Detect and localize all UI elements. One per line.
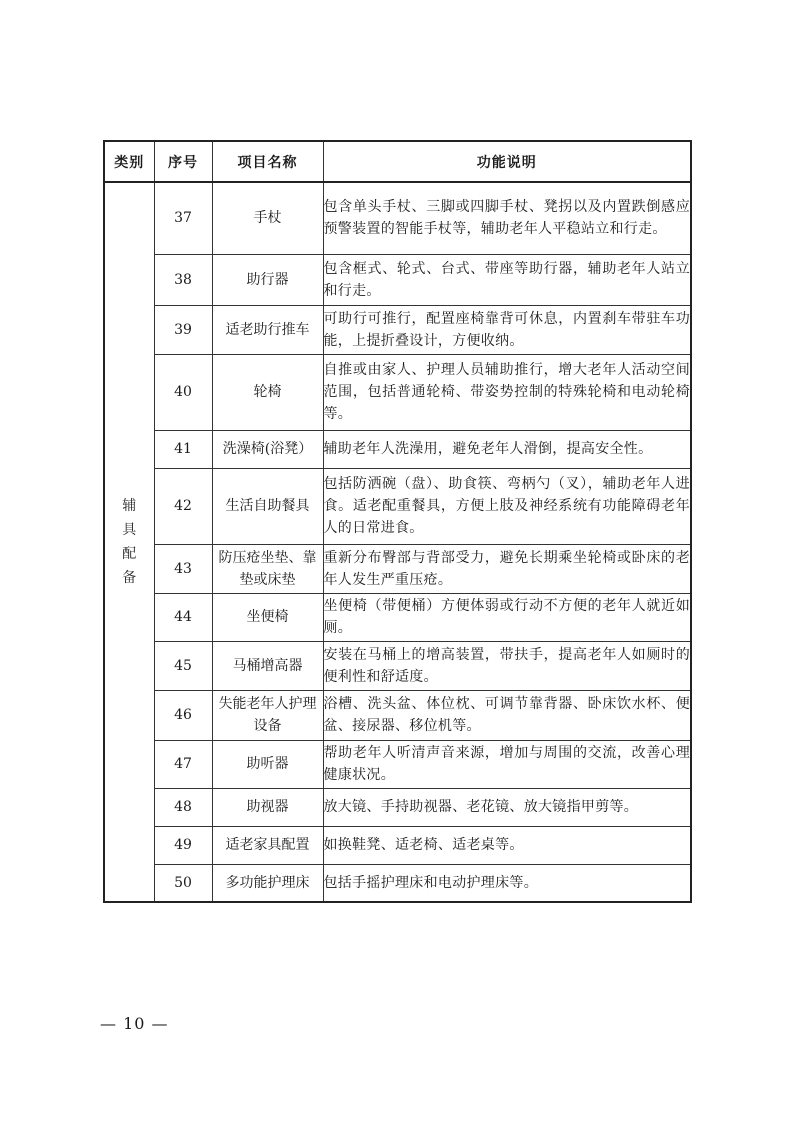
row-number: 43 bbox=[154, 544, 212, 593]
row-description: 浴槽、洗头盆、体位枕、可调节靠背器、卧床饮水杯、便盆、接尿器、移位机等。 bbox=[323, 690, 691, 740]
table-header-row bbox=[104, 141, 691, 182]
row-description: 重新分布臀部与背部受力，避免长期乘坐轮椅或卧床的老年人发生严重压疮。 bbox=[323, 544, 691, 593]
row-item-name: 失能老年人护理设备 bbox=[212, 690, 323, 740]
row-description: 可助行可推行，配置座椅靠背可休息，内置刹车带驻车功能，上提折叠设计，方便收纳。 bbox=[323, 305, 691, 354]
table-row bbox=[104, 788, 691, 826]
row-description: 辅助老年人洗澡用，避免老年人滑倒，提高安全性。 bbox=[323, 430, 691, 468]
category-char: 备 bbox=[122, 570, 137, 586]
table-row bbox=[104, 354, 691, 430]
page-number: — 10 — bbox=[100, 1014, 169, 1033]
table-row bbox=[104, 593, 691, 641]
row-number: 49 bbox=[154, 826, 212, 864]
row-number: 40 bbox=[154, 354, 212, 430]
row-number: 37 bbox=[154, 182, 212, 254]
row-item-name: 适老家具配置 bbox=[212, 826, 323, 864]
table-row bbox=[104, 864, 691, 902]
row-item-name: 手杖 bbox=[212, 182, 323, 254]
row-number: 45 bbox=[154, 641, 212, 690]
row-item-name: 助行器 bbox=[212, 254, 323, 305]
row-item-name: 多功能护理床 bbox=[212, 864, 323, 902]
row-item-name: 轮椅 bbox=[212, 354, 323, 430]
header-number: 序号 bbox=[154, 141, 212, 182]
table-row bbox=[104, 430, 691, 468]
row-number: 42 bbox=[154, 468, 212, 544]
table-row bbox=[104, 641, 691, 690]
row-item-name: 洗澡椅(浴凳） bbox=[212, 430, 323, 468]
row-description: 包含框式、轮式、台式、带座等助行器，辅助老年人站立和行走。 bbox=[323, 254, 691, 305]
row-description: 包含单头手杖、三脚或四脚手杖、凳拐以及内置跌倒感应预警装置的智能手杖等，辅助老年人平稳站立和行走。 bbox=[323, 182, 691, 254]
table-row bbox=[104, 182, 691, 254]
row-number: 38 bbox=[154, 254, 212, 305]
category-cell bbox=[104, 182, 154, 902]
row-description: 如换鞋凳、适老椅、适老桌等。 bbox=[323, 826, 691, 864]
row-number: 39 bbox=[154, 305, 212, 354]
row-item-name: 助视器 bbox=[212, 788, 323, 826]
table-row bbox=[104, 468, 691, 544]
header-description: 功能说明 bbox=[323, 141, 691, 182]
row-description: 坐便椅（带便桶）方便体弱或行动不方便的老年人就近如厕。 bbox=[323, 593, 691, 641]
category-char: 辅 bbox=[122, 498, 137, 514]
header-category: 类别 bbox=[104, 141, 154, 182]
row-item-name: 坐便椅 bbox=[212, 593, 323, 641]
row-number: 41 bbox=[154, 430, 212, 468]
table-row bbox=[104, 690, 691, 740]
row-description: 包括防洒碗（盘）、助食筷、弯柄勺（叉），辅助老年人进食。适老配重餐具，方便上肢及神经系统有功能障碍老年人的日常进食。 bbox=[323, 468, 691, 544]
row-description: 放大镜、手持助视器、老花镜、放大镜指甲剪等。 bbox=[323, 788, 691, 826]
row-description: 包括手摇护理床和电动护理床等。 bbox=[323, 864, 691, 902]
row-number: 48 bbox=[154, 788, 212, 826]
row-number: 44 bbox=[154, 593, 212, 641]
row-description: 帮助老年人听清声音来源，增加与周围的交流，改善心理健康状况。 bbox=[323, 740, 691, 788]
category-char: 具 bbox=[122, 522, 137, 538]
table-row bbox=[104, 305, 691, 354]
row-description: 自推或由家人、护理人员辅助推行，增大老年人活动空间范围，包括普通轮椅、带姿势控制的特殊轮椅和电动轮椅等。 bbox=[323, 354, 691, 430]
category-char: 配 bbox=[122, 546, 137, 562]
row-item-name: 生活自助餐具 bbox=[212, 468, 323, 544]
row-item-name: 防压疮坐垫、靠垫或床垫 bbox=[212, 544, 323, 593]
table-row bbox=[104, 826, 691, 864]
row-item-name: 马桶增高器 bbox=[212, 641, 323, 690]
header-name: 项目名称 bbox=[212, 141, 323, 182]
row-item-name: 助听器 bbox=[212, 740, 323, 788]
table-row bbox=[104, 740, 691, 788]
row-item-name: 适老助行推车 bbox=[212, 305, 323, 354]
row-number: 47 bbox=[154, 740, 212, 788]
assistive-devices-table bbox=[103, 140, 692, 903]
row-number: 50 bbox=[154, 864, 212, 902]
table-row bbox=[104, 544, 691, 593]
row-description: 安装在马桶上的增高装置，带扶手，提高老年人如厕时的便利性和舒适度。 bbox=[323, 641, 691, 690]
row-number: 46 bbox=[154, 690, 212, 740]
table-row bbox=[104, 254, 691, 305]
